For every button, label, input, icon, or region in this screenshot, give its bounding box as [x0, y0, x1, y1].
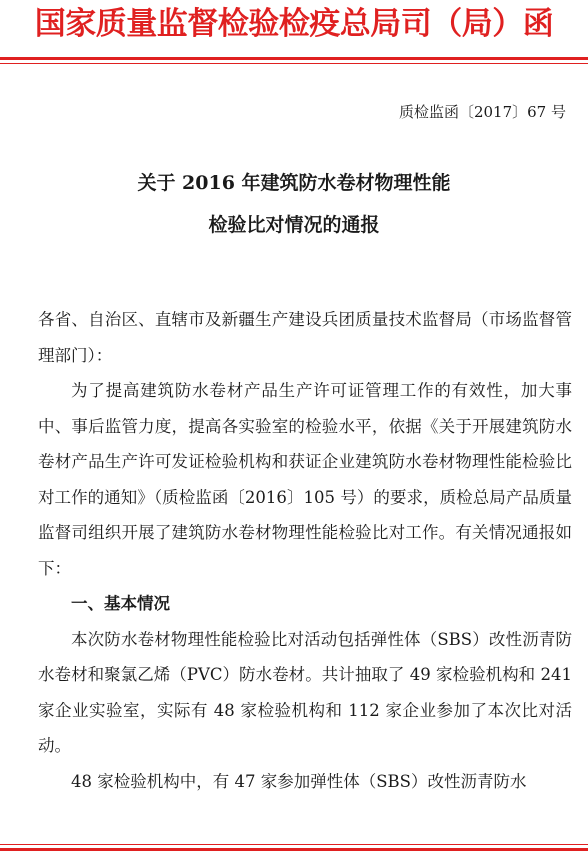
document-number: 质检监函〔2017〕67 号 — [398, 103, 566, 121]
document-title-line2: 检验比对情况的通报 — [208, 214, 380, 236]
paragraph-basic-situation: 本次防水卷材物理性能检验比对活动包括弹性体（SBS）改性沥青防水卷材和聚氯乙烯（PVC）防水卷材。共计抽取了 49 家检验机构和 241 家企业实验室，实际有 48 家检验机构和 112 家企业参加了本次比对活动。 — [38, 629, 572, 755]
footer-rule-thin — [0, 844, 588, 845]
section-heading-basic: 一、基本情况 — [71, 594, 170, 613]
masthead-rule-thick — [0, 57, 588, 60]
footer-rule-thick — [0, 848, 588, 851]
paragraph-institutions: 48 家检验机构中，有 47 家参加弹性体（SBS）改性沥青防水 — [71, 771, 527, 791]
masthead-title: 国家质量监督检验检疫总局司（局）函 — [34, 6, 554, 42]
document-body — [38, 302, 572, 799]
paragraph-intro: 为了提高建筑防水卷材产品生产许可证管理工作的有效性，加大事中、事后监管力度，提高各实验室的检验水平，依据《关于开展建筑防水卷材产品生产许可发证检验机构和获证企业建筑防水卷材物理性能检验比对工作的通知》（质检监函〔2016〕105 号）的要求，质检总局产品质量监督司组织开展了建筑防水卷材物理性能检验比对工作。有关情况通报如下： — [38, 381, 572, 578]
document-title-line1: 关于 2016 年建筑防水卷材物理性能 — [137, 172, 451, 194]
addressee: 各省、自治区、直辖市及新疆生产建设兵团质量技术监督局（市场监督管理部门）： — [38, 310, 572, 365]
masthead-rule-thin — [0, 63, 588, 64]
